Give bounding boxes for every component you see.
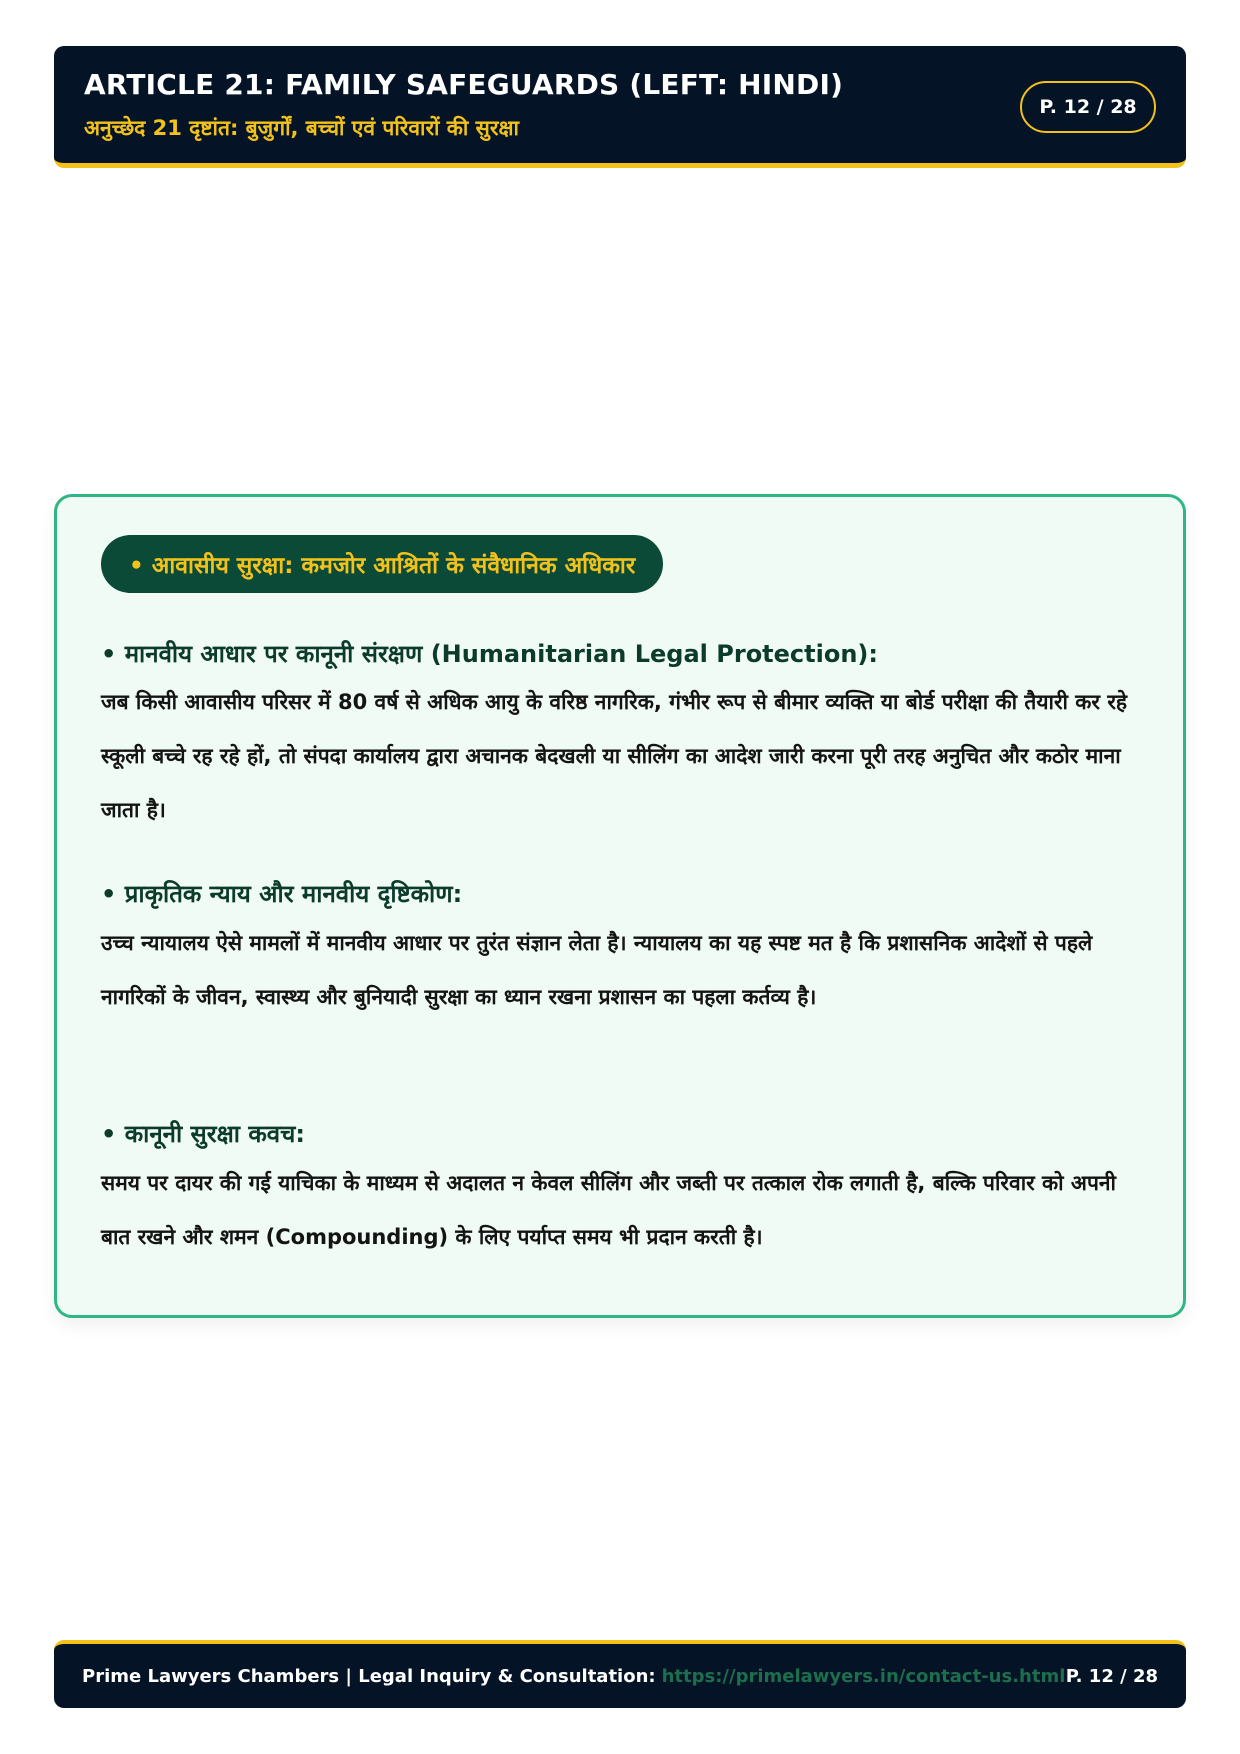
header-title: ARTICLE 21: FAMILY SAFEGUARDS (LEFT: HINDI) <box>84 68 844 101</box>
block-heading-legal-shield: • कानूनी सुरक्षा कवच: <box>101 1120 305 1148</box>
block-heading-humanitarian: • मानवीय आधार पर कानूनी संरक्षण (Humanitarian Legal Protection): <box>101 640 878 668</box>
footer-text <box>82 1644 1065 1708</box>
page-footer <box>54 1640 1186 1708</box>
footer-label: Prime Lawyers Chambers | Legal Inquiry & Consultation: <box>82 1665 656 1687</box>
page-header <box>54 46 1186 168</box>
contact-link[interactable]: https://primelawyers.in/contact-us.html <box>661 1665 1066 1687</box>
content-card <box>54 494 1186 1318</box>
block-heading-natural-justice: • प्राकृतिक न्याय और मानवीय दृष्टिकोण: <box>101 880 463 908</box>
footer-page-number: P. 12 / 28 <box>1065 1665 1158 1687</box>
block-body-humanitarian: जब किसी आवासीय परिसर में 80 वर्ष से अधिक आयु के वरिष्ठ नागरिक, गंभीर रूप से बीमार व्यक्ति या बोर्ड परीक्षा की तैयारी कर रहे स्कूली बच्चे रह रहे हों, तो संपदा कार्यालय द्वारा अचानक बेदखली या सीलिंग का आदेश जारी करना पूरी तरह अनुचित और कठोर माना जाता है। <box>101 690 1128 822</box>
page-badge: P. 12 / 28 <box>1020 81 1156 133</box>
section-title-pill: • आवासीय सुरक्षा: कमजोर आश्रितों के संवैधानिक अधिकार <box>101 535 663 593</box>
header-subtitle: अनुच्छेद 21 दृष्टांत: बुजुर्गों, बच्चों एवं परिवारों की सुरक्षा <box>84 116 519 140</box>
block-body-natural-justice: उच्च न्यायालय ऐसे मामलों में मानवीय आधार पर तुरंत संज्ञान लेता है। न्यायालय का यह स्पष्ट मत है कि प्रशासनिक आदेशों से पहले नागरिकों के जीवन, स्वास्थ्य और बुनियादी सुरक्षा का ध्यान रखना प्रशासन का पहला कर्तव्य है। <box>101 931 1093 1009</box>
block-body-legal-shield: समय पर दायर की गई याचिका के माध्यम से अदालत न केवल सीलिंग और जब्ती पर तत्काल रोक लगाती है, बल्कि परिवार को अपनी बात रखने और शमन (Compounding) के लिए पर्याप्त समय भी प्रदान करती है। <box>101 1171 1116 1249</box>
